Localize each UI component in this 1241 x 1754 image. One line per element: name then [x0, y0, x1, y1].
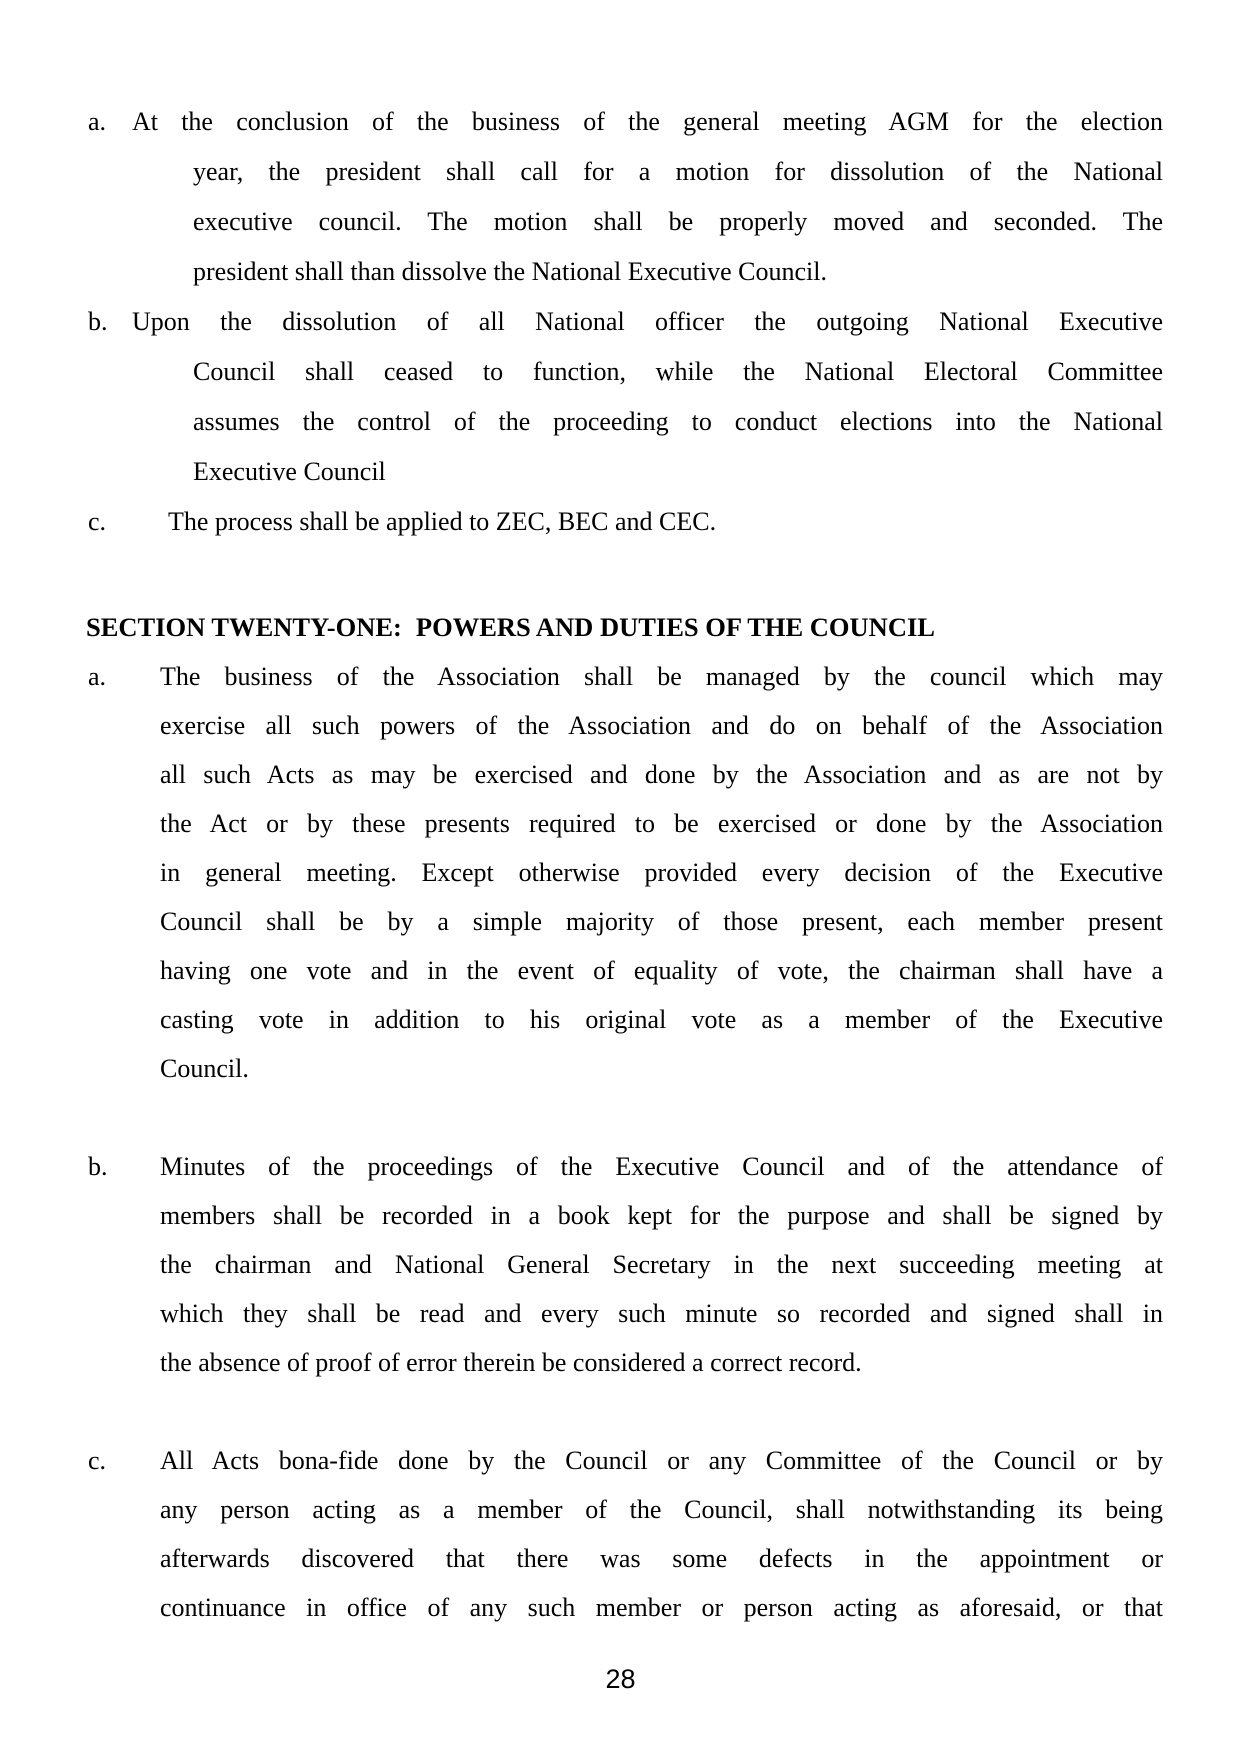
list-marker: b. [88, 307, 108, 336]
text-line: executive council. The motion shall be properly moved and seconded. The [193, 207, 1163, 236]
dissolution-procedure-list [0, 97, 1241, 547]
list-item-b [0, 1142, 1241, 1387]
list-item-b [0, 297, 1241, 497]
text-line: Upon the dissolution of all National officer the outgoing National Executive [132, 307, 1163, 336]
text-line: year, the president shall call for a motion for dissolution of the National [193, 157, 1163, 186]
list-marker: b. [88, 1152, 108, 1181]
list-item-a [0, 652, 1241, 1093]
text-line: the Act or by these presents required to be exercised or done by the Association [160, 809, 1163, 838]
list-item-c [0, 1436, 1241, 1632]
text-line: having one vote and in the event of equality of vote, the chairman shall have a [160, 956, 1163, 985]
text-line: The business of the Association shall be managed by the council which may [160, 662, 1163, 691]
text-line: the chairman and National General Secretary in the next succeeding meeting at [160, 1250, 1163, 1279]
text-line: continuance in office of any such member or person acting as aforesaid, or that [160, 1593, 1163, 1622]
list-item-c [0, 497, 1241, 547]
powers-and-duties-list [0, 652, 1241, 1632]
list-item-a [0, 97, 1241, 297]
text-line: casting vote in addition to his original vote as a member of the Executive [160, 1005, 1163, 1034]
text-line: Minutes of the proceedings of the Executive Council and of the attendance of [160, 1152, 1163, 1181]
section-heading-label: SECTION TWENTY-ONE: [86, 612, 402, 642]
text-line: At the conclusion of the business of the general meeting AGM for the election [132, 107, 1163, 136]
text-line: The process shall be applied to ZEC, BEC and CEC. [168, 507, 717, 536]
page-number: 28 [605, 1664, 636, 1694]
text-line: Council. [160, 1054, 249, 1083]
list-marker: a. [88, 662, 107, 691]
text-line: president shall than dissolve the National Executive Council. [193, 257, 827, 286]
list-marker: c. [88, 1446, 107, 1475]
list-marker: c. [88, 507, 107, 536]
text-line: Council shall be by a simple majority of those present, each member present [160, 907, 1163, 936]
text-line: which they shall be read and every such minute so recorded and signed shall in [160, 1299, 1163, 1328]
text-line: Council shall ceased to function, while the National Electoral Committee [193, 357, 1163, 386]
list-marker: a. [88, 107, 107, 136]
text-line: afterwards discovered that there was some defects in the appointment or [160, 1544, 1163, 1573]
text-line: any person acting as a member of the Council, shall notwithstanding its being [160, 1495, 1163, 1524]
text-line: All Acts bona-fide done by the Council or any Committee of the Council or by [160, 1446, 1163, 1475]
text-line: exercise all such powers of the Association and do on behalf of the Association [160, 711, 1163, 740]
text-line: Executive Council [193, 457, 386, 486]
text-line: members shall be recorded in a book kept for the purpose and shall be signed by [160, 1201, 1163, 1230]
text-line: the absence of proof of error therein be considered a correct record. [160, 1348, 862, 1377]
section-heading-title: POWERS AND DUTIES OF THE COUNCIL [415, 612, 935, 642]
text-line: in general meeting. Except otherwise provided every decision of the Executive [160, 858, 1163, 887]
text-line: all such Acts as may be exercised and done by the Association and as are not by [160, 760, 1163, 789]
section-heading [86, 602, 1163, 652]
text-line: assumes the control of the proceeding to conduct elections into the National [193, 407, 1163, 436]
